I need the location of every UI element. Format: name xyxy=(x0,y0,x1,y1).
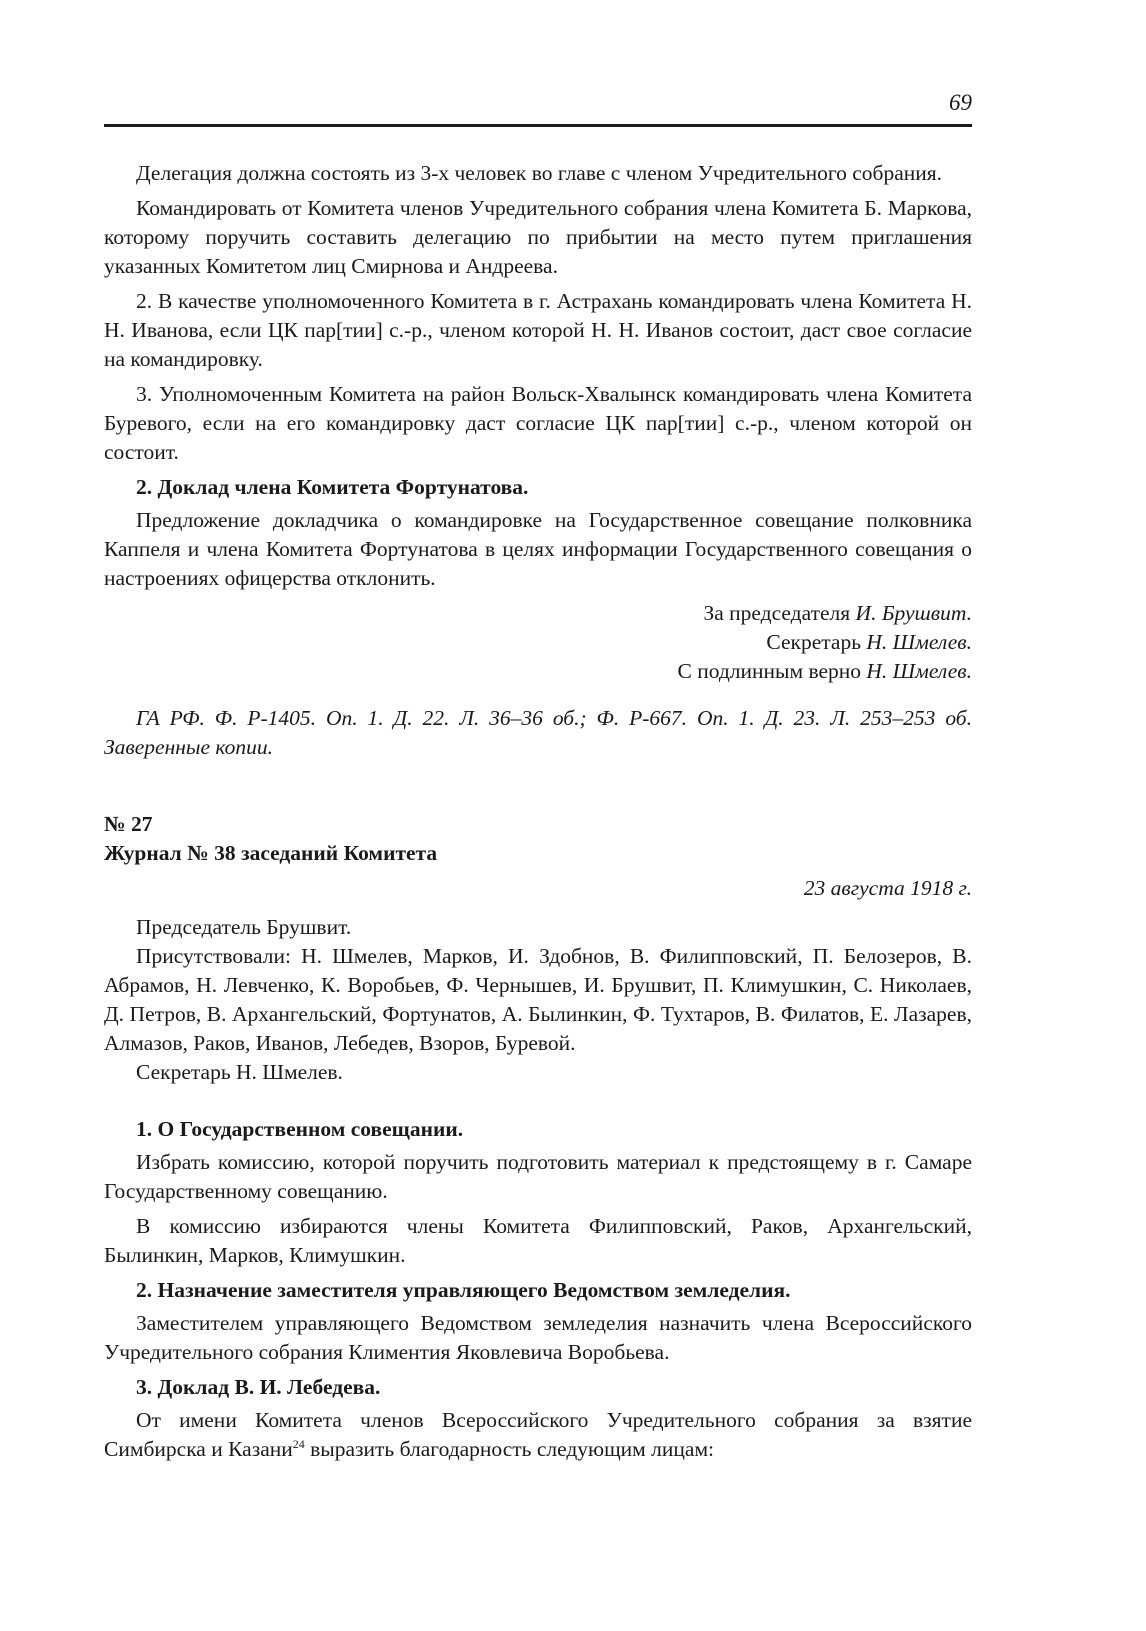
header-rule xyxy=(104,124,972,127)
page-number: 69 xyxy=(949,90,972,115)
signature-role: За председателя xyxy=(703,601,851,625)
paragraph: Заместителем управляющего Ведомством земледелия назначить члена Всероссийского Учредительного собрания Климентия Яковлевича Воробьева. xyxy=(104,1311,972,1364)
section-heading: 2. Доклад члена Комитета Фортунатова. xyxy=(136,475,529,499)
footnote-marker[interactable]: 24 xyxy=(292,1436,305,1451)
paragraph: Командировать от Комитета членов Учредительного собрания члена Комитета Б. Маркова, которому поручить составить делегацию по прибытии на место путем приглашения указанных Комитетом лиц Смирнова и Андреева. xyxy=(104,196,972,278)
chair-line: Председатель Брушвит. xyxy=(136,915,352,939)
paragraph-text: От имени Комитета членов Всероссийского Учредительного собрания за взятие Симбирска и Казани xyxy=(104,1408,972,1461)
paragraph: Делегация должна состоять из 3-х человек во главе с членом Учредительного собрания. xyxy=(136,161,943,185)
signature-line xyxy=(104,599,972,628)
paragraph: В комиссию избираются члены Комитета Филипповский, Раков, Архангельский, Былинкин, Марков, Климушкин. xyxy=(104,1214,972,1267)
document-title: Журнал № 38 заседаний Комитета xyxy=(104,841,438,865)
signature-name: И. Брушвит. xyxy=(855,601,972,625)
paragraph-text: выразить благодарность следующим лицам: xyxy=(304,1437,715,1461)
signature-line xyxy=(104,628,972,657)
book-page xyxy=(104,88,972,1470)
item-heading: 2. Назначение заместителя управляющего Ведомством земледелия. xyxy=(136,1278,791,1302)
item-heading: 3. Доклад В. И. Лебедева. xyxy=(136,1375,381,1399)
secretary-line: Секретарь Н. Шмелев. xyxy=(136,1060,343,1084)
signature-role: Секретарь xyxy=(766,630,862,654)
signature-line xyxy=(104,657,972,686)
paragraph: Избрать комиссию, которой поручить подготовить материал к предстоящему в г. Самаре Государственному совещанию. xyxy=(104,1150,972,1203)
paragraph: Предложение докладчика о командировке на Государственное совещание полковника Каппеля и члена Комитета Фортунатова в целях информации Государственного совещания о настроениях офицерства отклонить. xyxy=(104,508,972,590)
item-heading: 1. О Государственном совещании. xyxy=(136,1117,464,1141)
attendees-paragraph: Присутствовали: Н. Шмелев, Марков, И. Здобнов, В. Филипповский, П. Белозеров, В. Абрамов, Н. Левченко, К. Воробьев, Ф. Чернышев, И. Брушвит, П. Климушкин, С. Николаев, Д. Петров, В. Архангельский, Фортунатов, А. Былинкин, Ф. Тухтаров, В. Филатов, Е. Лазарев, Алмазов, Раков, Иванов, Лебедев, Взоров, Буревой. xyxy=(104,944,972,1055)
document-date: 23 августа 1918 г. xyxy=(803,876,972,900)
paragraph: 2. В качестве уполномоченного Комитета в г. Астрахань командировать члена Комитета Н. Н. Иванова, если ЦК пар[тии] с.-р., членом которой Н. Н. Иванов состоит, даст свое согласие на командировку. xyxy=(104,289,972,371)
signature-block xyxy=(104,599,972,686)
signature-name: Н. Шмелев. xyxy=(866,659,972,683)
document-number: № 27 xyxy=(104,812,153,836)
archival-source-note: ГА РФ. Ф. Р-1405. Оп. 1. Д. 22. Л. 36–36 об.; Ф. Р-667. Оп. 1. Д. 23. Л. 253–253 об. Заверенные копии. xyxy=(104,706,972,759)
paragraph: 3. Уполномоченным Комитета на район Вольск-Хвалынск командировать члена Комитета Буревого, если на его командировку даст согласие ЦК пар[тии] с.-р., членом которой он состоит. xyxy=(104,382,972,464)
paragraph xyxy=(104,1406,972,1464)
spacer xyxy=(104,1087,972,1115)
signature-role: С подлинным верно xyxy=(677,659,862,683)
signature-name: Н. Шмелев. xyxy=(866,630,972,654)
